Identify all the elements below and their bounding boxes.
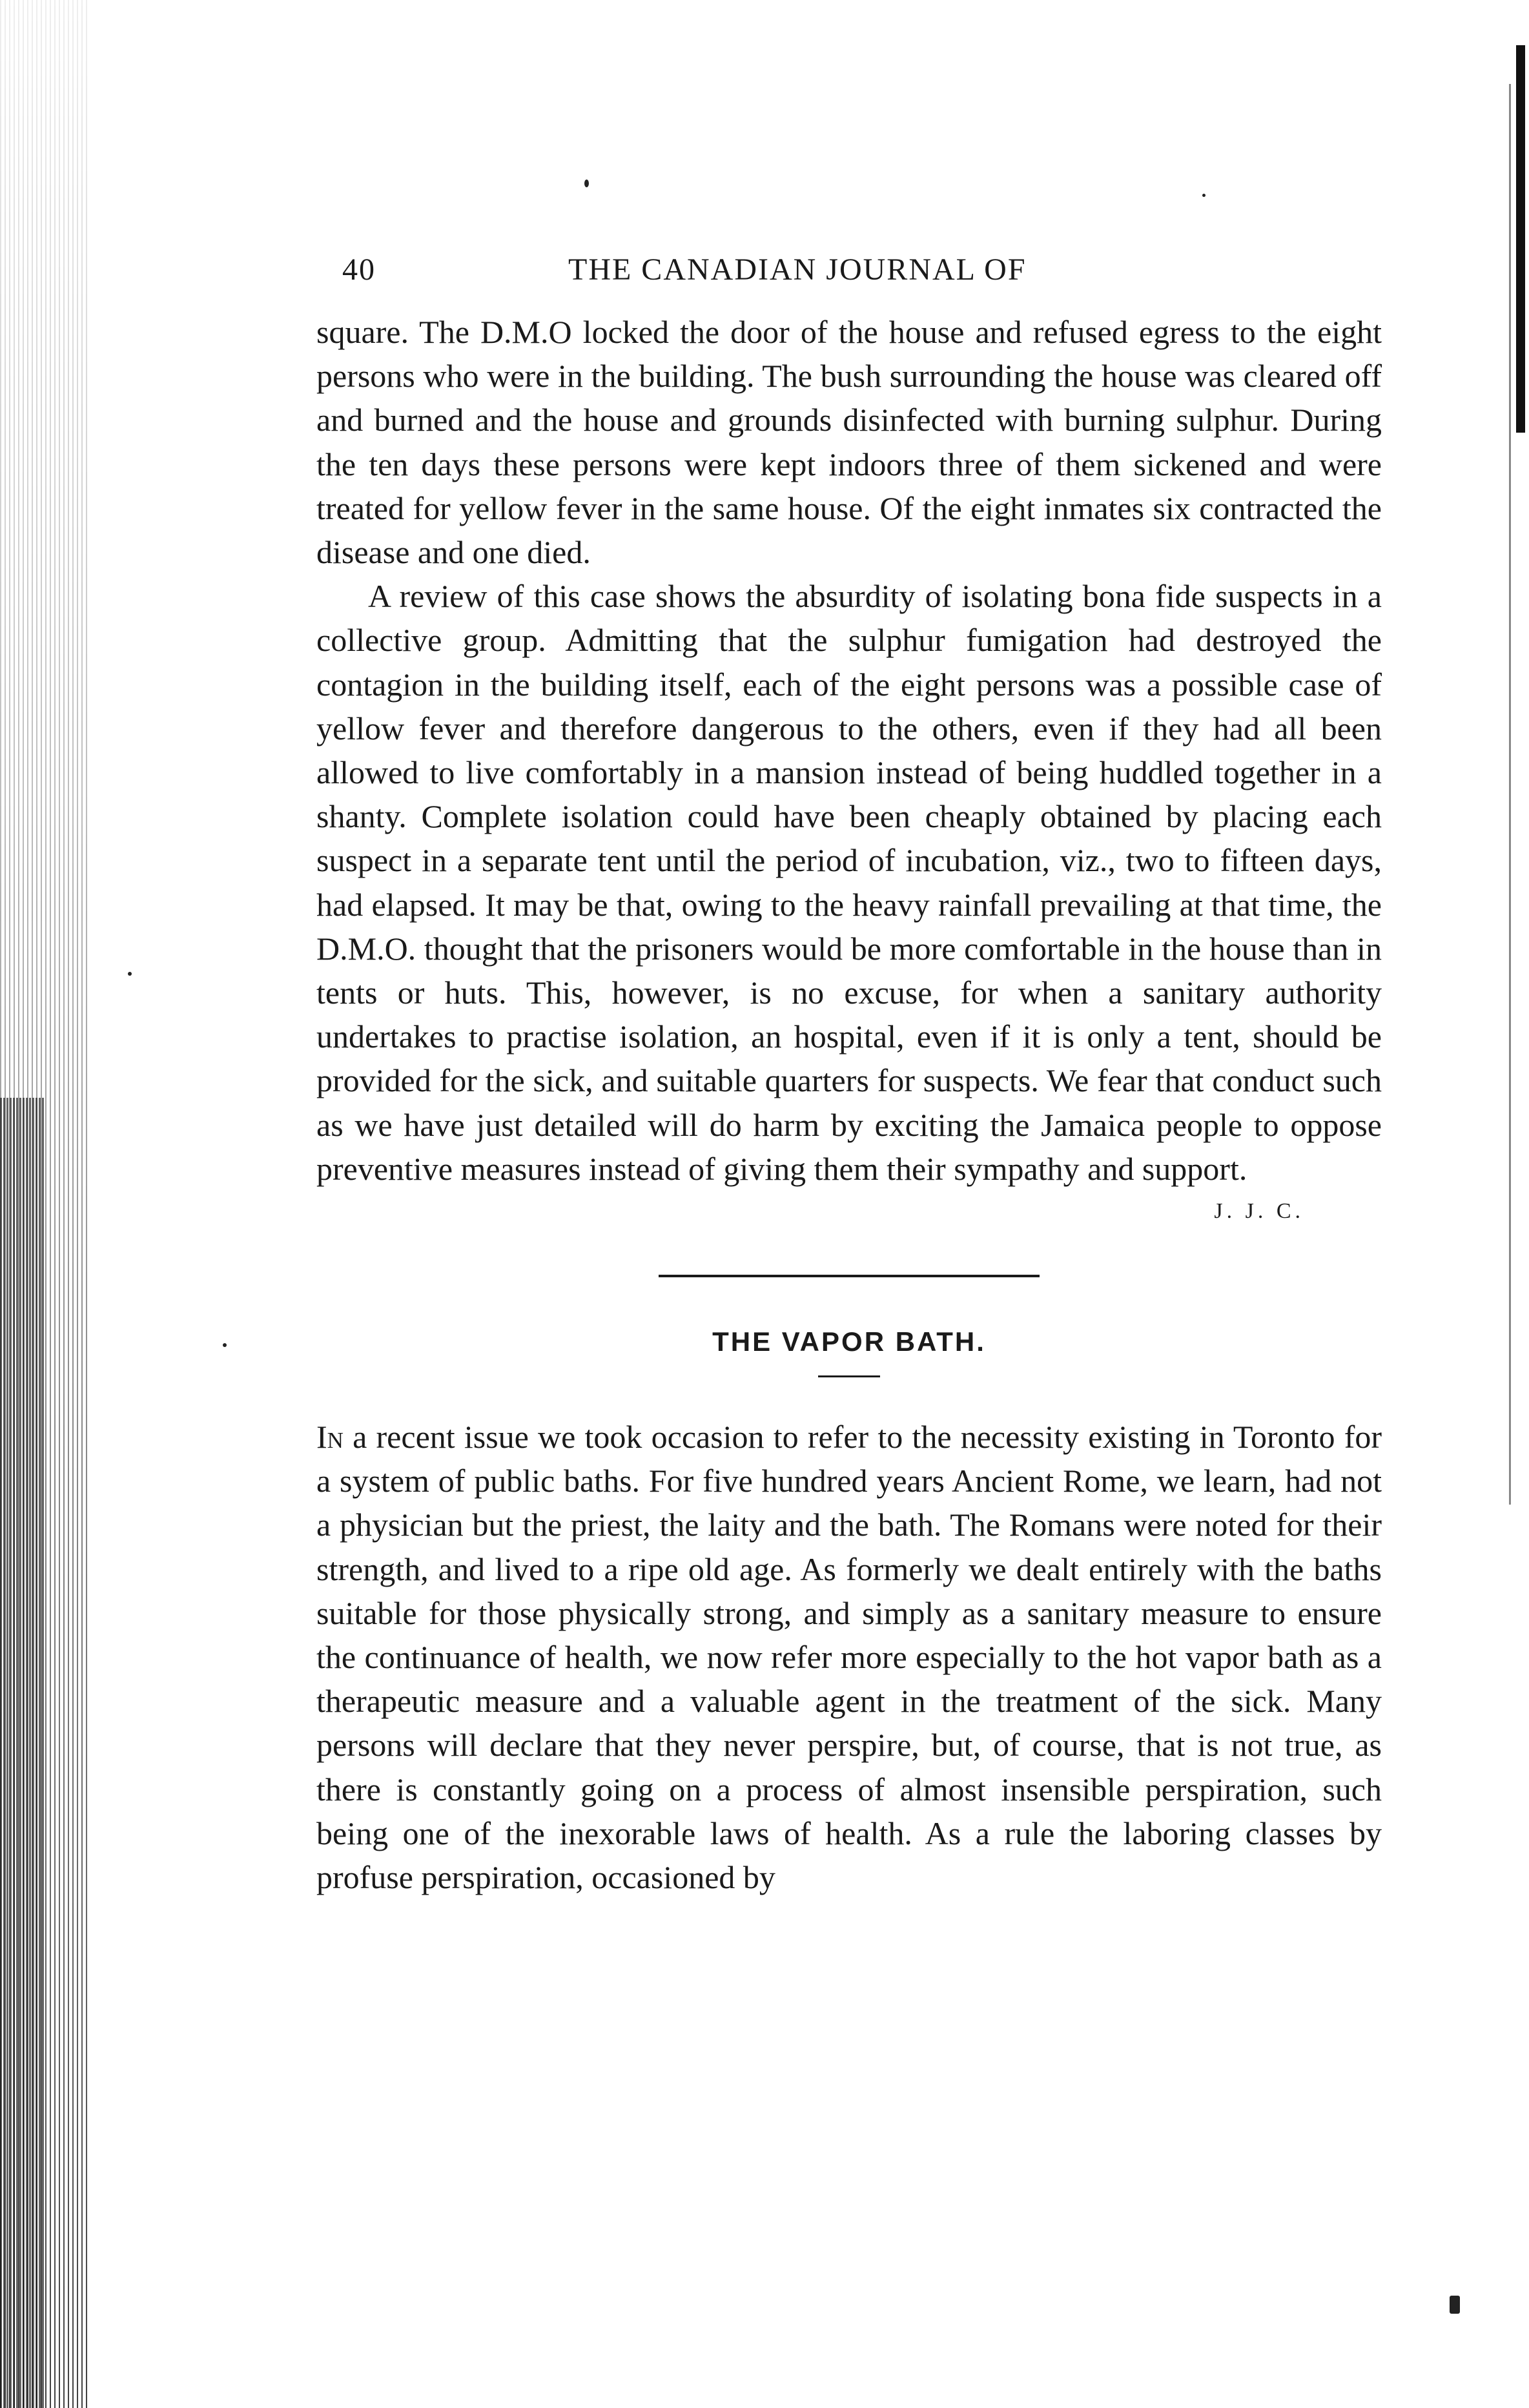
title-underline xyxy=(818,1375,880,1377)
article2-lead-word: In xyxy=(316,1419,344,1456)
article2-body: a recent issue we took occasion to refer to the necessity existing in Toronto for a system of public baths. For five hundred years Ancient Rome, we learn, had not a physician but the priest, the laity and the bath. The Romans were noted for their strength, and lived to a ripe old age. As formerly we dealt entirely with the baths suitable for those physically strong, and simply as a sanitary measure to ensure the continuance of health, we now refer more especially to the hot vapor bath as a therapeutic measure and a valuable agent in the treatment of the sick. Many persons will declare that they never perspire, but, of course, that is not true, as there is constantly going on a process of almost insensible perspiration, such being one of the inexorable laws of health. As a rule the laboring classes by profuse perspiration, occasioned by xyxy=(316,1419,1382,1896)
article1-signature: J. J. C. xyxy=(1214,1199,1304,1224)
section-divider xyxy=(659,1275,1040,1277)
scan-speck xyxy=(128,972,132,976)
binding-shadow xyxy=(0,1098,45,2408)
scan-speck xyxy=(1202,194,1206,197)
scan-speck xyxy=(584,180,589,187)
article2-paragraph-1 xyxy=(316,1415,1382,1899)
running-head xyxy=(316,252,1382,310)
scan-edge-right xyxy=(1516,45,1525,433)
scan-speck xyxy=(223,1343,227,1347)
page-number: 40 xyxy=(342,252,376,287)
scan-speck xyxy=(1450,2296,1460,2314)
article1-paragraph-2: A review of this case shows the absurdity of isolating bona fide suspects in a collective group. Admitting that the sulphur fumigation had destroyed the contagion in the building itself, each of the eight persons was a possible case of yellow fever and therefore dangerous to the others, even if they had all been allowed to live comfortably in a mansion instead of being huddled together in a shanty. Complete isolation could have been cheaply obtained by placing each suspect in a separate tent until the period of incubation, viz., two to fifteen days, had elapsed. It may be that, owing to the heavy rainfall prevailing at that time, the D.M.O. thought that the prisoners would be more comfortable in the house than in tents or huts. This, however, is no excuse, for when a sanitary authority undertakes to practise isolation, an hospital, even if it is only a tent, should be provided for the sick, and suitable quarters for suspects. We fear that conduct such as we have just detailed will do harm by exciting the Jamaica people to oppose preventive measures instead of giving them their sympathy and support. xyxy=(316,578,1382,1187)
article1-paragraph-1: square. The D.M.O locked the door of the house and refused egress to the eight persons who were in the building. The bush surrounding the house was cleared off and burned and the house and grounds disinfected with burning sulphur. During the ten days these persons were kept indoors three of them sickened and were treated for yellow fever in the same house. Of the eight inmates six contracted the disease and one died. xyxy=(316,314,1382,571)
page xyxy=(316,252,1382,1899)
journal-title: THE CANADIAN JOURNAL OF xyxy=(568,252,1027,287)
scan-edge-line xyxy=(1509,84,1511,1505)
article2-title: THE VAPOR BATH. xyxy=(712,1326,986,1357)
